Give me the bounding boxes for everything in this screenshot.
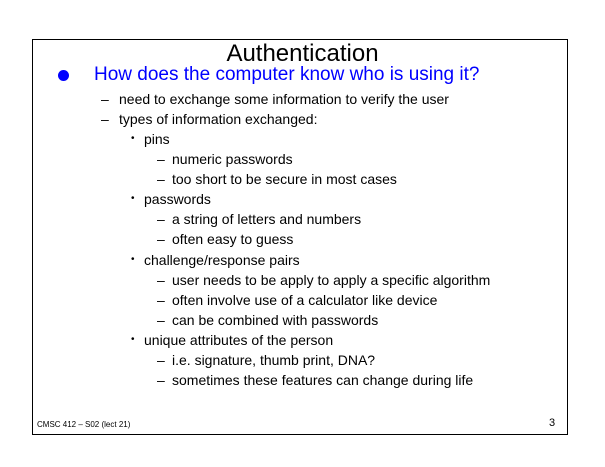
- point-types: types of information exchanged:: [119, 111, 318, 127]
- small-bullet-icon: •: [131, 193, 135, 204]
- round-bullet-icon: [58, 70, 69, 81]
- passwords-detail: a string of letters and numbers: [172, 211, 362, 227]
- challenge-detail: often involve use of a calculator like device: [172, 292, 438, 308]
- attributes-detail: i.e. signature, thumb print, DNA?: [172, 352, 376, 368]
- dash-icon: –: [157, 312, 165, 328]
- point-verify: need to exchange some information to verify the user: [119, 91, 449, 107]
- type-passwords: passwords: [144, 191, 211, 207]
- pins-detail: too short to be secure in most cases: [172, 171, 397, 187]
- pins-detail: numeric passwords: [172, 151, 293, 167]
- dash-icon: –: [101, 91, 109, 107]
- attributes-detail: sometimes these features can change during life: [172, 372, 474, 388]
- main-question: How does the computer know who is using it?: [94, 64, 480, 85]
- dash-icon: –: [157, 171, 165, 187]
- dash-icon: –: [157, 211, 165, 227]
- passwords-detail: often easy to guess: [172, 231, 294, 247]
- challenge-detail: can be combined with passwords: [172, 312, 379, 328]
- dash-icon: –: [157, 372, 165, 388]
- type-pins: pins: [144, 131, 170, 147]
- slide-title: Authentication: [226, 40, 379, 67]
- dash-icon: –: [157, 231, 165, 247]
- dash-icon: –: [101, 111, 109, 127]
- type-challenge-response: challenge/response pairs: [144, 252, 300, 268]
- dash-icon: –: [157, 352, 165, 368]
- dash-icon: –: [157, 151, 165, 167]
- small-bullet-icon: •: [131, 254, 135, 265]
- challenge-detail: user needs to be apply to apply a specific algorithm: [172, 272, 491, 288]
- dash-icon: –: [157, 292, 165, 308]
- small-bullet-icon: •: [131, 334, 135, 345]
- type-unique-attributes: unique attributes of the person: [144, 332, 334, 348]
- small-bullet-icon: •: [131, 133, 135, 144]
- dash-icon: –: [157, 272, 165, 288]
- page-number: 3: [549, 417, 556, 429]
- course-footer: CMSC 412 – S02 (lect 21): [37, 420, 131, 429]
